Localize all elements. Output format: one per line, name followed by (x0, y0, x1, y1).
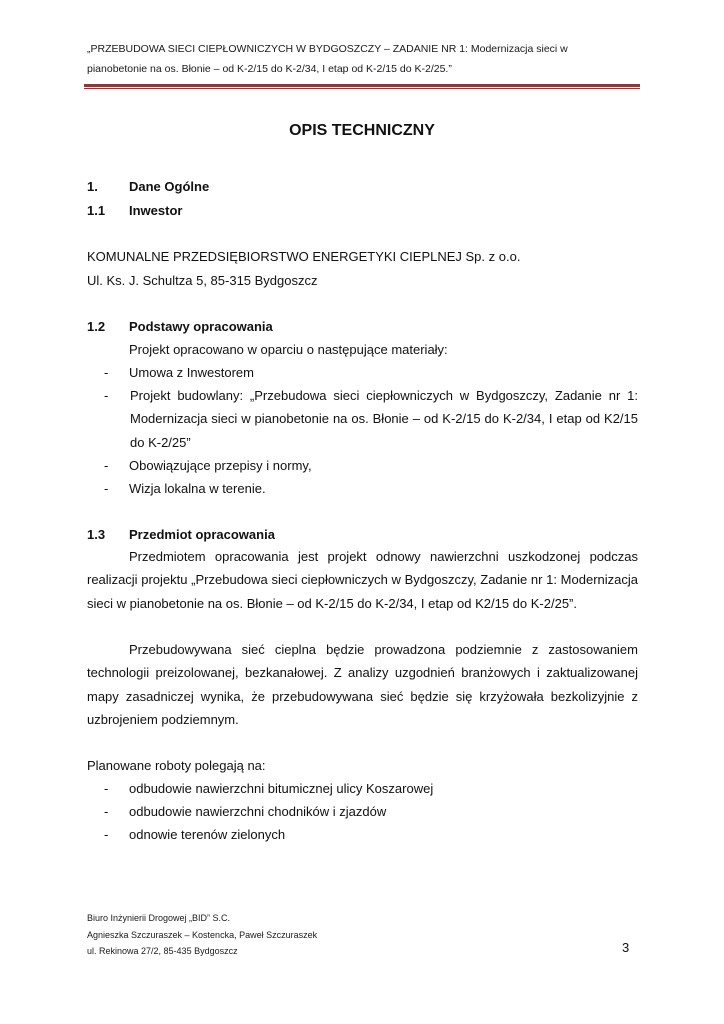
work-item-2: odbudowie nawierzchni chodników i zjazdów (129, 804, 387, 819)
list-dash: - (104, 781, 109, 796)
basis-item-1: Umowa z Inwestorem (129, 365, 254, 380)
header-rule-thin (84, 88, 640, 89)
list-dash: - (104, 365, 109, 380)
list-dash: - (104, 458, 109, 473)
list-dash: - (104, 827, 109, 842)
subject-paragraph-1-text: Przedmiotem opracowania jest projekt odnowy nawierzchni uszkodzonej podczas realizacji projektu „Przebudowa sieci ciepłowniczych w Bydgoszczy, Zadanie nr 1: Modernizacja sieci w pianobetonie na os. Błonie – od K-2/15 do K-2/34, I etap od K2/15 do K-2/25”. (87, 549, 638, 611)
section-1-number: 1. (87, 179, 98, 194)
footer-address: ul. Rekinowa 27/2, 85-435 Bydgoszcz (87, 946, 238, 956)
footer-company: Biuro Inżynierii Drogowej „BID” S.C. (87, 913, 231, 923)
header-line-2: pianobetonie na os. Błonie – od K-2/15 do K-2/34, I etap od K-2/15 do K-2/25.” (87, 63, 452, 75)
basis-item-3: Obowiązujące przepisy i normy, (129, 458, 312, 473)
section-1-3-number: 1.3 (87, 527, 106, 542)
section-1-title: Dane Ogólne (129, 179, 210, 194)
investor-name: KOMUNALNE PRZEDSIĘBIORSTWO ENERGETYKI CIEPLNEJ Sp. z o.o. (87, 249, 521, 264)
document-title: OPIS TECHNICZNY (289, 122, 435, 139)
works-intro: Planowane roboty polegają na: (87, 758, 266, 773)
page-number: 3 (622, 940, 630, 955)
basis-intro: Projekt opracowano w oparciu o następujące materiały: (129, 342, 448, 357)
work-item-1: odbudowie nawierzchni bitumicznej ulicy Koszarowej (129, 781, 434, 796)
section-1-2-title: Podstawy opracowania (129, 319, 273, 334)
work-item-3: odnowie terenów zielonych (129, 827, 286, 842)
subject-paragraph-2 (87, 638, 638, 732)
basis-item-2: Projekt budowlany: „Przebudowa sieci ciepłowniczych w Bydgoszczy, Zadanie nr 1: Modernizacja sieci w pianobetonie na os. Błonie – od K-2/15 do K-2/34, I etap od K2/15 do K-2/25” (130, 388, 638, 450)
subject-paragraph-1 (87, 545, 638, 615)
subject-paragraph-2-text: Przebudowywana sieć cieplna będzie prowadzona podziemnie z zastosowaniem technologii preizolowanej, bezkanałowej. Z analizy uzgodnień branżowych i zaktualizowanej mapy zasadniczej wynika, że przebudowywana sieć będzie się krzyżowała bezkolizyjnie z uzbrojeniem podziemnym. (87, 642, 638, 728)
list-dash: - (104, 388, 109, 403)
basis-item-4: Wizja lokalna w terenie. (129, 481, 266, 496)
section-1-1-title: Inwestor (129, 203, 183, 218)
list-dash: - (104, 804, 109, 819)
footer-authors: Agnieszka Szczuraszek – Kostencka, Paweł Szczuraszek (87, 930, 318, 940)
header-rule-thick (84, 84, 640, 87)
section-1-1-number: 1.1 (87, 203, 106, 218)
list-dash: - (104, 481, 109, 496)
header-line-1: „PRZEBUDOWA SIECI CIEPŁOWNICZYCH W BYDGOSZCZY – ZADANIE NR 1: Modernizacja sieci w (87, 43, 568, 55)
section-1-3-title: Przedmiot opracowania (129, 527, 275, 542)
investor-address: Ul. Ks. J. Schultza 5, 85-315 Bydgoszcz (87, 273, 318, 288)
section-1-2-number: 1.2 (87, 319, 106, 334)
